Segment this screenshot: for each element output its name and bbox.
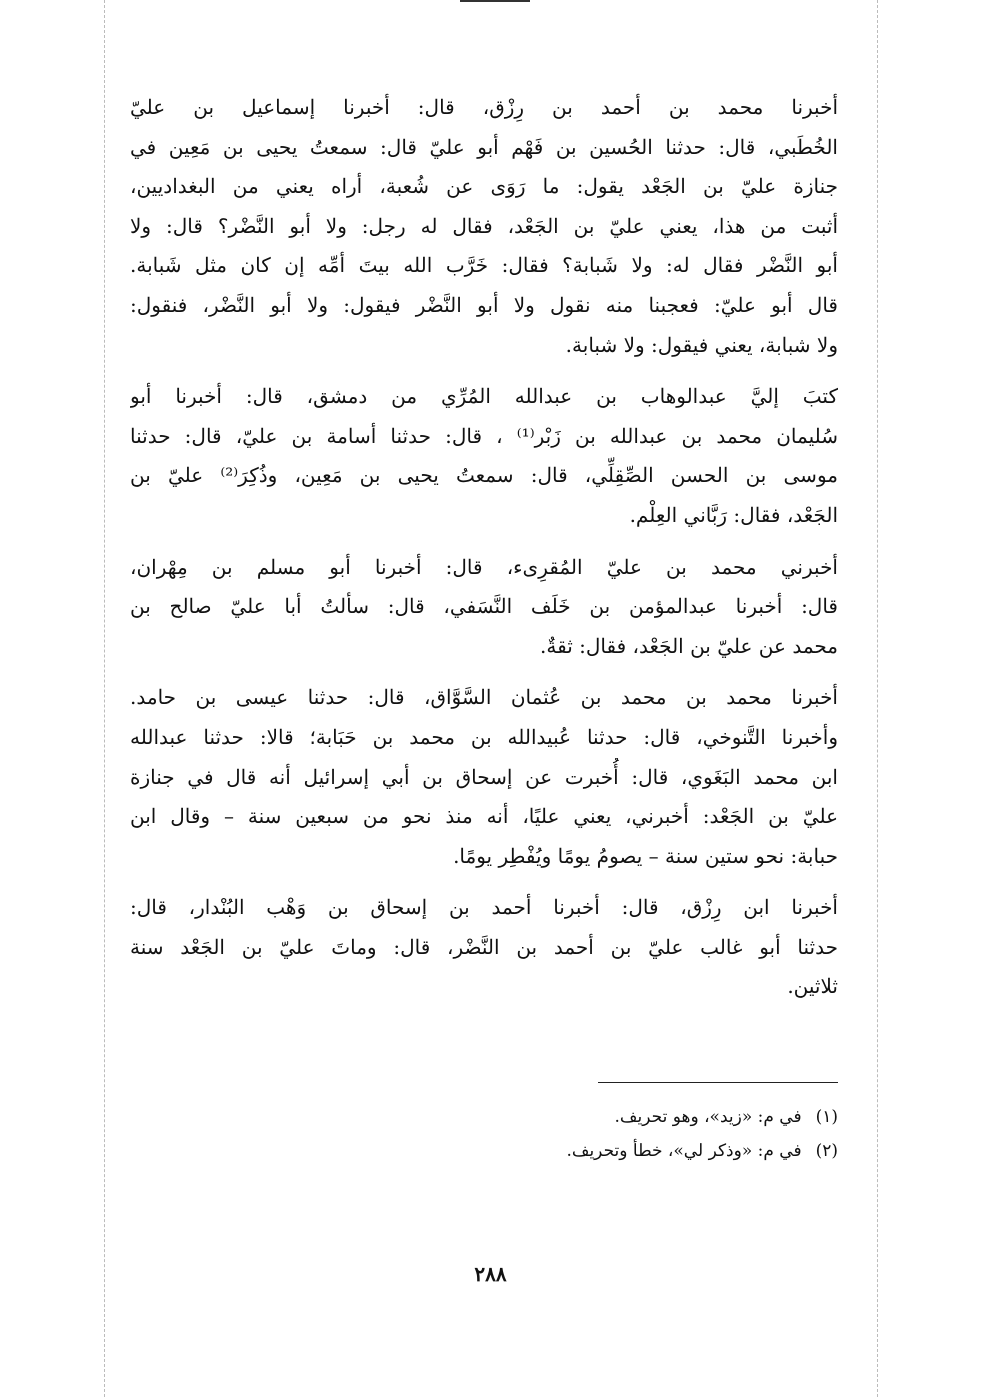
page-body (130, 88, 838, 1019)
paragraph (130, 888, 838, 1007)
scan-top-mark (460, 0, 530, 2)
footnote-text: في م: «زيد»، وهو تحريف. (614, 1107, 802, 1127)
scan-margin-line-left (104, 0, 105, 1397)
paragraph (130, 377, 838, 535)
text-line: موسى بن الحسن الصِّقِلِّي، قال: سمعتُ يحيى بن مَعِين، وذُكِرَ⁽²⁾ عليّ بن (130, 463, 838, 488)
text-line: ثلاثين. (787, 974, 838, 999)
text-line: حبابة: نحو ستين سنة – يصومُ يومًا ويُفْطِر يومًا. (453, 843, 838, 868)
footnote-text: في م: «وذكر لي»، خطأ وتحريف. (566, 1141, 802, 1161)
text-line: أخبرنا محمد بن أحمد بن رِزْق، قال: أخبرنا إسماعيل بن عليّ (130, 95, 838, 119)
text-line: أخبرني محمد بن عليّ المُقرِىء، قال: أخبرنا أبو مسلم بن مِهْران، (130, 554, 838, 579)
text-line: سُليمان محمد بن عبدالله بن زَبْر⁽¹⁾ ، قال: حدثنا أسامة بن عليّ، قال: حدثنا (130, 423, 838, 448)
page-number: ٢٨٨ (474, 1262, 507, 1286)
text-line: وأخبرنا التَّنوخي، قال: حدثنا عُبيدالله بن محمد بن حَبَابة؛ قالا: حدثنا عبدالله (130, 724, 838, 749)
paragraph (130, 88, 838, 365)
text-line: كتبَ إليَّ عبدالوهاب بن عبدالله المُرِّي من دمشق، قال: أخبرنا أبو (130, 384, 838, 409)
footnote-number: (٢) (815, 1141, 838, 1161)
text-line: الجَعْد، فقال: رَبَّاني العِلْم. (629, 502, 838, 527)
text-line: عليّ بن الجَعْد: أخبرني، يعني عليًا، أنه منذ نحو من سبعين سنة – وقال ابن (130, 804, 838, 829)
text-line: أخبرنا ابن رِزْق، قال: أخبرنا أحمد بن إسحاق بن وَهْب البُنْدار، قال: (130, 895, 838, 920)
paragraph (130, 548, 838, 667)
footnote-separator (598, 1082, 838, 1083)
footnote (360, 1100, 838, 1134)
text-line: قال: أخبرنا عبدالمؤمن بن خَلَف النَّسَفي، قال: سألتُ أبا عليّ صالح بن (130, 594, 838, 619)
scan-margin-line-right (877, 0, 878, 1397)
text-line: أخبرنا محمد بن محمد بن عُثمان السَّوَّاق، قال: حدثنا عيسى بن حامد. (130, 685, 838, 710)
text-line: الخُطَبي، قال: حدثنا الحُسين بن فَهْم أبو عليّ قال: سمعتُ يحيى بن مَعِين في (130, 134, 838, 159)
text-line: قال أبو عليّ: فعجبنا منه نقول ولا أبو النَّضْر فيقول: ولا أبو النَّضْر، فنقول: (130, 292, 838, 317)
text-line: ابن محمد البَغَوي، قال: أُخبرت عن إسحاق بن أبي إسرائيل أنه قال في جنازة (130, 764, 838, 789)
text-line: أبو النَّضْر فقال له: ولا شَبابة؟ فقال: خَرَّب الله بيتَ أمِّه إن كان مثل شَبابة. (130, 253, 838, 278)
text-line: أثبت من هذا، يعني عليّ بن الجَعْد، فقال له رجل: ولا أبو النَّضْر؟ قال: ولا (130, 213, 838, 238)
footnote-number: (١) (815, 1107, 838, 1127)
text-line: ولا شبابة، يعني فيقول: ولا شبابة. (565, 332, 838, 357)
footnote (360, 1134, 838, 1168)
text-line: جنازة عليّ بن الجَعْد يقول: ما رَوَى عن شُعبة، أراه يعني من البغداديين، (130, 174, 838, 199)
text-line: حدثنا أبو غالب عليّ بن أحمد بن النَّضْر، قال: وماتَ عليّ بن الجَعْد سنة (130, 934, 838, 959)
paragraph (130, 678, 838, 876)
text-line: محمد عن عليّ بن الجَعْد، فقال: ثقةٌ. (540, 633, 838, 658)
footnotes (360, 1100, 838, 1168)
